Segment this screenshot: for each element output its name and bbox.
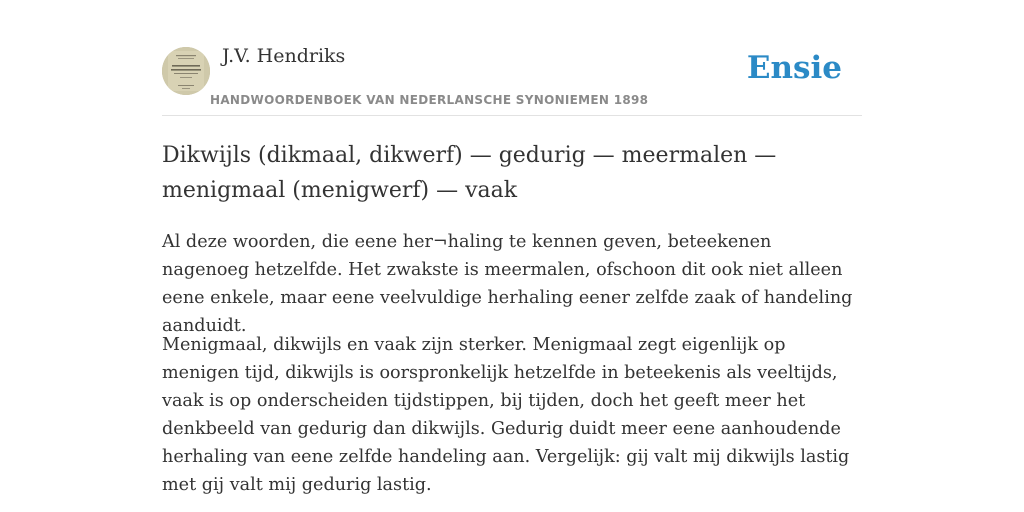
brand-logo[interactable]: Ensie — [746, 50, 842, 86]
author-name[interactable]: J.V. Hendriks — [222, 45, 346, 67]
header — [162, 0, 862, 116]
source-title[interactable]: HANDWOORDENBOEK VAN NEDERLANSCHE SYNONIEMEN 1898 — [210, 93, 649, 107]
content-container — [162, 0, 862, 495]
book-cover-icon[interactable] — [162, 47, 210, 95]
article-paragraph: Al deze woorden, die eene her¬haling te kennen geven, beteekenen nagenoeg hetzelfde. Het zwakste is meermalen, ofschoon dit ook niet alleen eene enkele, maar eene veelvuldige herhaling eener zelfde zaak of handeling aanduidt. — [162, 232, 853, 336]
article-title: Dikwijls (dikmaal, dikwerf) — gedurig — meermalen — menigmaal (menigwerf) — vaak — [162, 143, 777, 203]
article-paragraph: Menigmaal, dikwijls en vaak zijn sterker. Menigmaal zegt eigenlijk op menigen tijd, dikwijls is oorspronkelijk hetzelfde in beteekenis als veeltijds, vaak is op onderscheiden tijdstippen, bij tijden, doch het geeft meer het denkbeeld van gedurig dan dikwijls. Gedurig duidt meer eene aanhoudende herhaling van eene zelfde handeling aan. Vergelijk: gij valt mij dikwijls lastig met gij valt mij gedurig lastig. — [162, 335, 850, 495]
